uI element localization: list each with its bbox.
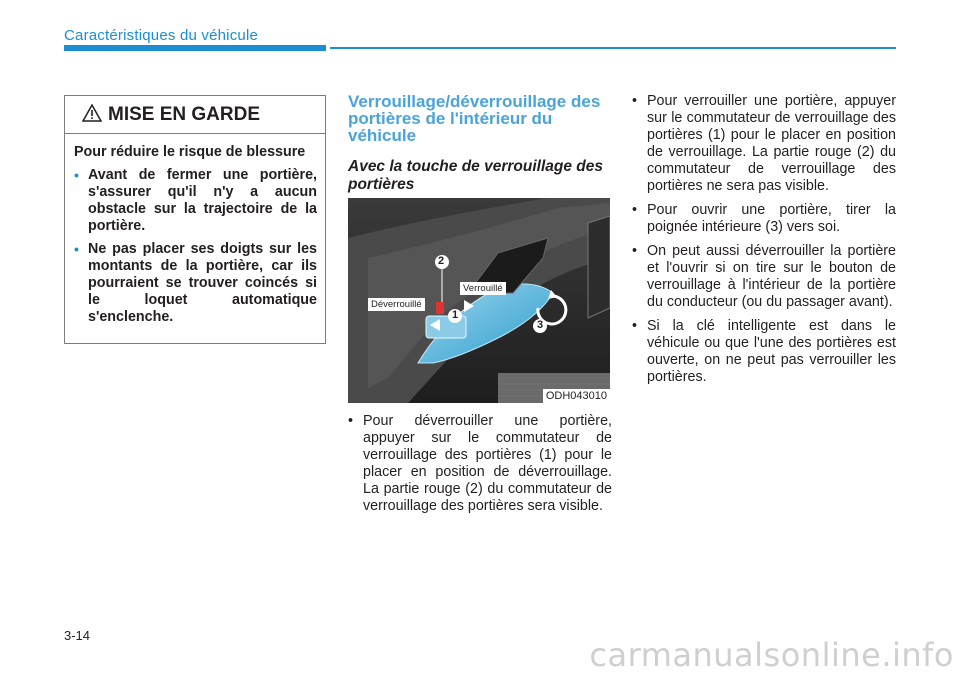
section-subtitle: Avec la touche de verrouillage des portières (348, 158, 603, 193)
callout-1: 1 (452, 309, 459, 321)
warning-body (65, 134, 325, 326)
bullet-icon: • (632, 202, 638, 218)
warning-title: MISE EN GARDE (108, 104, 261, 125)
figure-code: ODH043010 (543, 389, 610, 403)
warning-intro: Pour réduire le risque de blessure (74, 144, 306, 160)
warning-item: • Ne pas placer ses doigts sur les montants de la portière, car ils pourraient se trouver coincés si le loquet automatique s'enclenche. (74, 241, 317, 325)
section-heading (348, 93, 610, 194)
bullet-icon: • (632, 93, 638, 109)
section-title: Verrouillage/déverrouillage des portières de l'intérieur du véhicule (348, 92, 601, 145)
warning-item: • Avant de fermer une portière, s'assurer qu'il n'y a aucun obstacle sur la trajectoire de la portière. (74, 167, 317, 234)
header-title: Caractéristiques du véhicule (64, 27, 259, 44)
label-unlocked: Déverrouillé (368, 298, 425, 311)
header-rule-thick (64, 45, 326, 51)
bullet-icon: • (632, 318, 638, 334)
list-item: • Si la clé intelligente est dans le véhicule ou que l'une des portières est ouverte, on ne peut pas verrouiller les portières. (632, 318, 896, 385)
header-rule-thin (330, 47, 896, 49)
watermark: carmanualsonline.info (589, 636, 954, 674)
warning-list (74, 167, 317, 326)
list-item: • Pour ouvrir une portière, tirer la poignée intérieure (3) vers soi. (632, 202, 896, 235)
callout-2: 2 (438, 255, 445, 267)
door-switch-figure (348, 198, 610, 403)
bullet-icon: • (632, 243, 638, 259)
bullet-icon: • (348, 413, 354, 429)
col3-list (632, 93, 896, 393)
list-item: • On peut aussi déverrouiller la portière et l'ouvrir si on tire sur le bouton de verrouillage à l'intérieur de la portière du conducteur (ou du passager avant). (632, 243, 896, 310)
list-item: • Pour déverrouiller une portière, appuyer sur le commutateur de verrouillage des portières (1) pour le placer en position de déverrouillage. La partie rouge (2) du commutateur de verrouillage des portières sera visible. (348, 413, 612, 514)
page-number: 3-14 (64, 628, 91, 643)
warning-triangle-icon (82, 104, 102, 122)
warning-box (64, 95, 326, 344)
col2-list (348, 413, 612, 522)
list-item: • Pour verrouiller une portière, appuyer sur le commutateur de verrouillage des portières (1) pour le placer en position de verrouillage. La partie rouge (2) du commutateur de verrouillage des portières ne sera pas visible. (632, 93, 896, 194)
label-locked: Verrouillé (460, 282, 506, 295)
warning-header (65, 96, 325, 134)
bullet-icon: • (74, 167, 79, 183)
callout-3: 3 (537, 319, 544, 331)
bullet-icon: • (74, 241, 79, 257)
